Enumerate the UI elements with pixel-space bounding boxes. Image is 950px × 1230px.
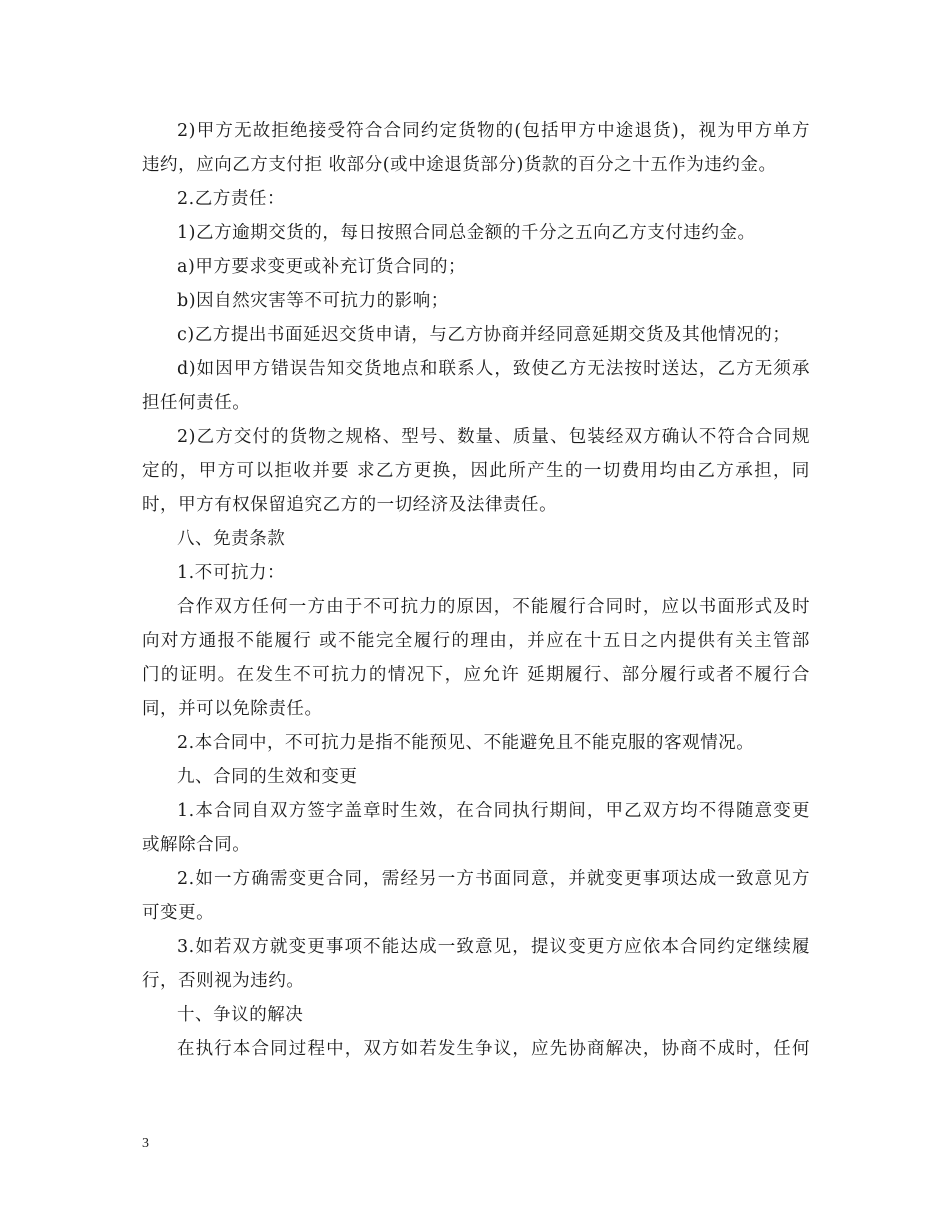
paragraph-line: 担任何责任。 [142,393,251,413]
page-number: 3 [142,1136,149,1151]
paragraph-line: 同，并可以免除责任。 [142,699,323,719]
paragraph-line: 2)甲方无故拒绝接受符合合同约定货物的(包括甲方中途退货)，视为甲方单方 [177,121,810,141]
list-item: a)甲方要求变更或补充订货合同的； [177,257,467,277]
paragraph-line: 可变更。 [142,903,215,923]
section-heading: 2.乙方责任： [177,189,286,209]
list-item: b)因自然灾害等不可抗力的影响； [177,291,449,311]
paragraph-line: 行，否则视为违约。 [142,971,305,991]
paragraph-line: 违约，应向乙方支付拒 收部分(或中途退货部分)货款的百分之十五作为违约金。 [142,155,777,175]
section-heading: 九、合同的生效和变更 [177,767,358,787]
section-heading: 八、免责条款 [177,529,286,549]
paragraph-line: 1)乙方逾期交货的，每日按照合同总金额的千分之五向乙方支付违约金。 [177,223,756,243]
section-heading: 1.不可抗力： [177,563,286,583]
paragraph-line: 定的，甲方可以拒收并要 求乙方更换，因此所产生的一切费用均由乙方承担，同 [142,461,810,481]
paragraph-line: 3.如若双方就变更事项不能达成一致意见，提议变更方应依本合同约定继续履 [177,937,810,957]
list-item: d)如因甲方错误告知交货地点和联系人，致使乙方无法按时送达，乙方无须承 [177,359,810,379]
paragraph-line: 2.如一方确需变更合同，需经另一方书面同意，并就变更事项达成一致意见方 [177,869,810,889]
paragraph-line: 2.本合同中，不可抗力是指不能预见、不能避免且不能克服的客观情况。 [177,733,755,753]
paragraph-line: 合作双方任何一方由于不可抗力的原因，不能履行合同时，应以书面形式及时 [177,597,810,617]
paragraph-line: 1.本合同自双方签字盖章时生效，在合同执行期间，甲乙双方均不得随意变更 [177,801,810,821]
paragraph-line: 或解除合同。 [142,835,251,855]
document-body [142,114,810,1066]
paragraph-line: 在执行本合同过程中，双方如若发生争议，应先协商解决，协商不成时，任何 [177,1039,810,1059]
paragraph-line: 向对方通报不能履行 或不能完全履行的理由，并应在十五日之内提供有关主管部 [142,631,810,651]
paragraph-line: 时，甲方有权保留追究乙方的一切经济及法律责任。 [142,495,558,515]
paragraph-line: 2)乙方交付的货物之规格、型号、数量、质量、包装经双方确认不符合合同规 [177,427,810,447]
paragraph-line: 门的证明。在发生不可抗力的情况下，应允许 延期履行、部分履行或者不履行合 [142,665,810,685]
list-item: c)乙方提出书面延迟交货申请，与乙方协商并经同意延期交货及其他情况的； [177,325,791,345]
section-heading: 十、争议的解决 [177,1005,304,1025]
